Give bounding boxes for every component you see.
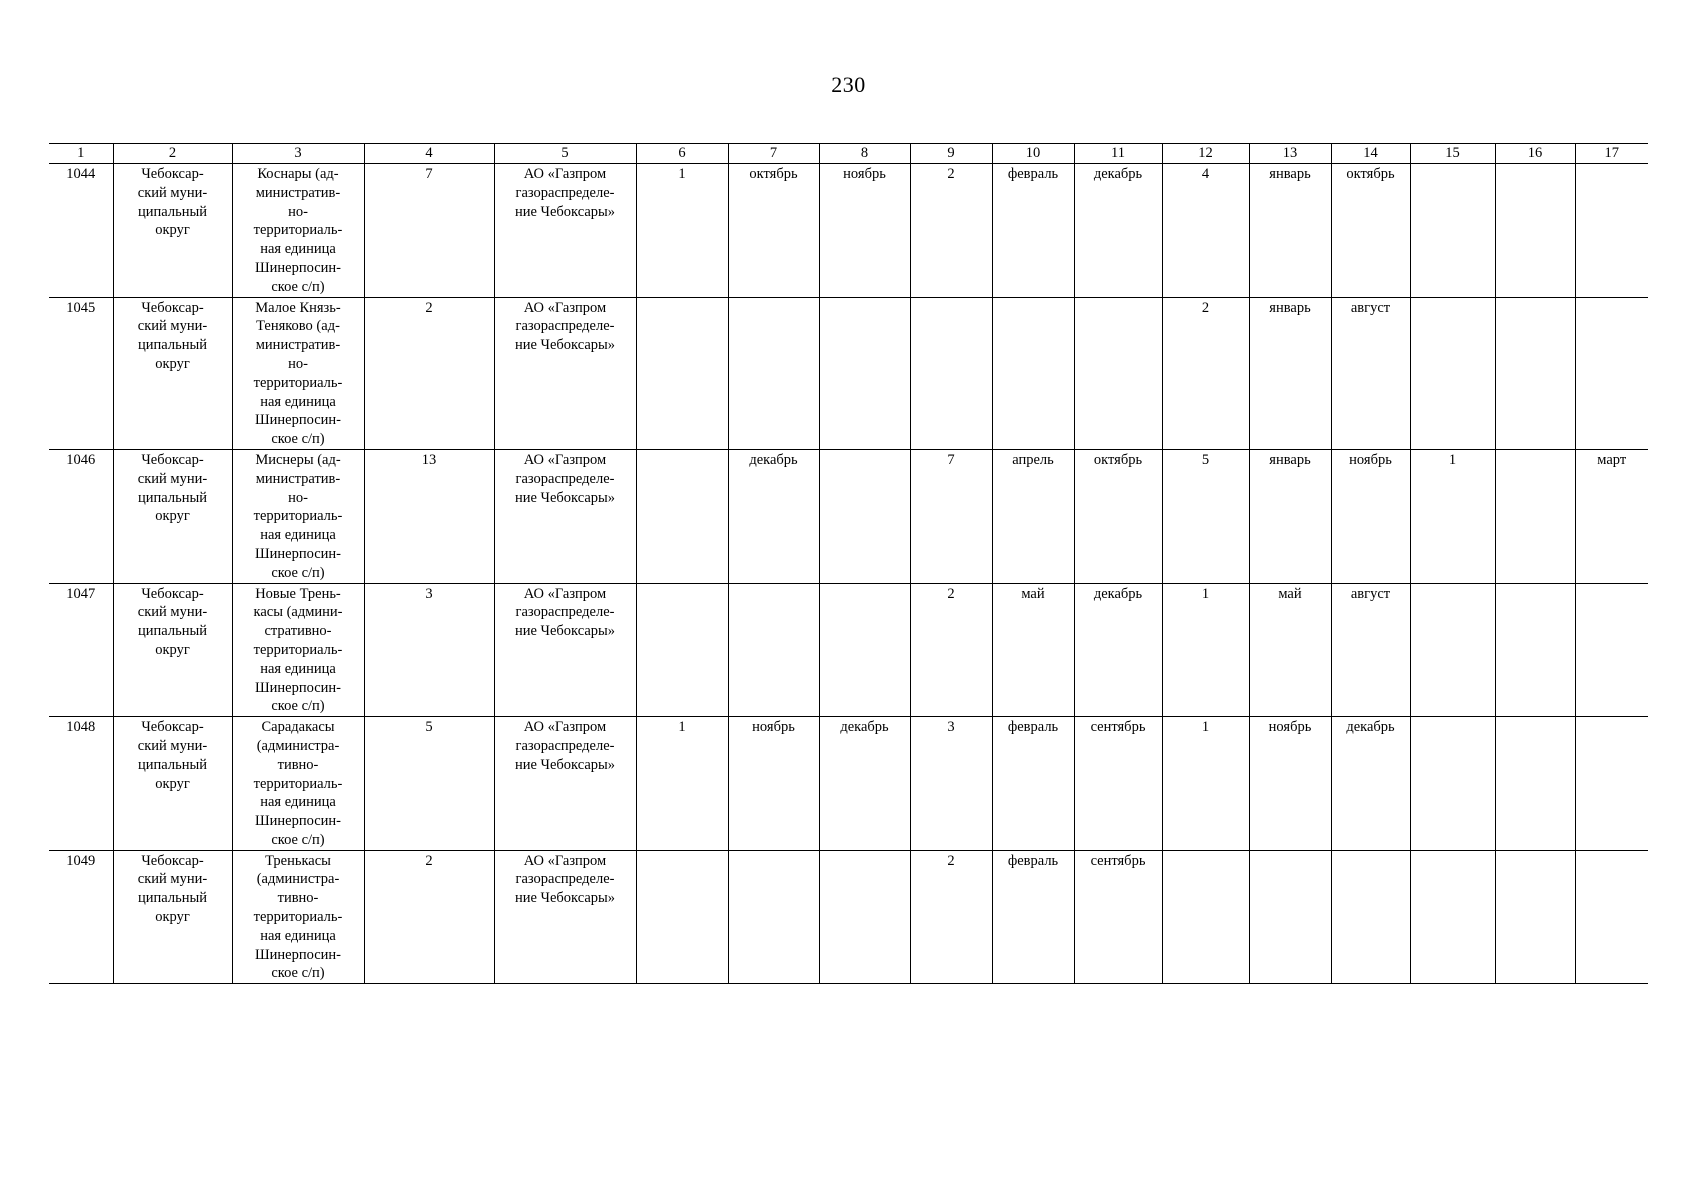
district-cell — [113, 164, 232, 298]
col4-cell: 5 — [364, 717, 494, 851]
col11-cell: октябрь — [1074, 449, 1162, 583]
cell-line: территориаль- — [253, 909, 343, 926]
col14-cell: ноябрь — [1331, 449, 1410, 583]
cell-line: ная единица — [260, 927, 336, 944]
row-number: 1048 — [49, 717, 113, 851]
cell-line: Шинерпосин- — [255, 946, 341, 963]
col7-cell — [728, 850, 819, 984]
col10-cell: май — [992, 583, 1074, 717]
col12-cell: 5 — [1162, 449, 1249, 583]
col16-cell — [1495, 850, 1575, 984]
col12-cell: 1 — [1162, 583, 1249, 717]
cell-line: ципальный — [138, 203, 207, 220]
column-header-3: 3 — [232, 144, 364, 164]
col17-cell — [1575, 717, 1648, 851]
col13-cell: январь — [1249, 297, 1331, 449]
cell-line: ципальный — [138, 489, 207, 506]
cell-line: округ — [155, 508, 190, 525]
col9-cell: 2 — [910, 583, 992, 717]
cell-line: ский муни- — [137, 470, 208, 487]
cell-line: ципальный — [138, 623, 207, 640]
cell-line: ципальный — [138, 756, 207, 773]
col9-cell — [910, 297, 992, 449]
cell-line: ние Чебоксары» — [514, 756, 616, 773]
cell-line: газораспределе- — [515, 318, 615, 335]
cell-line: ние Чебоксары» — [514, 203, 616, 220]
cell-line: ние Чебоксары» — [514, 623, 616, 640]
cell-line: ское с/п) — [271, 965, 325, 982]
district-cell — [113, 449, 232, 583]
col8-cell — [819, 583, 910, 717]
cell-line: округ — [155, 355, 190, 372]
table-row — [49, 297, 1648, 449]
col10-cell: апрель — [992, 449, 1074, 583]
col6-cell — [636, 297, 728, 449]
cell-line: ципальный — [138, 890, 207, 907]
settlement-cell — [232, 164, 364, 298]
cell-line: округ — [155, 775, 190, 792]
col17-cell — [1575, 164, 1648, 298]
cell-line: Чебоксар- — [141, 585, 204, 602]
col16-cell — [1495, 164, 1575, 298]
cell-line: газораспределе- — [515, 470, 615, 487]
col15-cell — [1410, 583, 1495, 717]
col16-cell — [1495, 717, 1575, 851]
cell-line: ский муни- — [137, 318, 208, 335]
col6-cell — [636, 850, 728, 984]
col14-cell: август — [1331, 583, 1410, 717]
col6-cell: 1 — [636, 164, 728, 298]
col4-cell: 3 — [364, 583, 494, 717]
cell-line: Шинерпосин- — [255, 679, 341, 696]
cell-line: округ — [155, 641, 190, 658]
cell-line: тивно- — [277, 756, 319, 773]
cell-line: Чебоксар- — [141, 166, 204, 182]
cell-line: Шинерпосин- — [255, 412, 341, 429]
col10-cell: февраль — [992, 717, 1074, 851]
row-number: 1044 — [49, 164, 113, 298]
column-header-8: 8 — [819, 144, 910, 164]
settlement-cell — [232, 583, 364, 717]
col17-cell — [1575, 297, 1648, 449]
cell-line: Чебоксар- — [141, 451, 204, 468]
col7-cell — [728, 297, 819, 449]
cell-line: ние Чебоксары» — [514, 890, 616, 907]
col14-cell: август — [1331, 297, 1410, 449]
col11-cell: сентябрь — [1074, 717, 1162, 851]
cell-line: министратив- — [255, 337, 341, 354]
cell-line: но- — [288, 203, 308, 220]
cell-line: Теняково (ад- — [256, 318, 340, 335]
cell-line: Тренькасы — [265, 852, 331, 869]
column-header-5: 5 — [494, 144, 636, 164]
cell-line: Коснары (ад- — [257, 166, 339, 182]
col10-cell — [992, 297, 1074, 449]
col4-cell: 7 — [364, 164, 494, 298]
cell-line: округ — [155, 909, 190, 926]
settlement-cell — [232, 717, 364, 851]
cell-line: ная единица — [260, 527, 336, 544]
col8-cell — [819, 449, 910, 583]
cell-line: Чебоксар- — [141, 852, 204, 869]
cell-line: АО «Газпром — [523, 451, 607, 468]
col15-cell — [1410, 717, 1495, 851]
organization-cell — [494, 850, 636, 984]
col11-cell: декабрь — [1074, 583, 1162, 717]
cell-line: округ — [155, 222, 190, 239]
col13-cell: январь — [1249, 164, 1331, 298]
col12-cell: 2 — [1162, 297, 1249, 449]
cell-line: территориаль- — [253, 775, 343, 792]
col7-cell: декабрь — [728, 449, 819, 583]
col11-cell: декабрь — [1074, 164, 1162, 298]
cell-line: ский муни- — [137, 737, 208, 754]
col14-cell: декабрь — [1331, 717, 1410, 851]
cell-line: но- — [288, 489, 308, 506]
col7-cell — [728, 583, 819, 717]
district-cell — [113, 717, 232, 851]
cell-line: ское с/п) — [271, 698, 325, 715]
col13-cell — [1249, 850, 1331, 984]
col15-cell — [1410, 164, 1495, 298]
col12-cell: 1 — [1162, 717, 1249, 851]
data-table — [49, 143, 1648, 984]
organization-cell — [494, 297, 636, 449]
table-body — [49, 164, 1648, 984]
cell-line: территориаль- — [253, 222, 343, 239]
cell-line: ское с/п) — [271, 831, 325, 848]
col9-cell: 3 — [910, 717, 992, 851]
col11-cell: сентябрь — [1074, 850, 1162, 984]
col17-cell: март — [1575, 449, 1648, 583]
cell-line: ние Чебоксары» — [514, 489, 616, 506]
col8-cell — [819, 297, 910, 449]
cell-line: касы (админи- — [253, 604, 343, 621]
cell-line: стративно- — [264, 623, 332, 640]
header-row — [49, 144, 1648, 164]
cell-line: газораспределе- — [515, 737, 615, 754]
row-number: 1046 — [49, 449, 113, 583]
col6-cell — [636, 583, 728, 717]
cell-line: Миснеры (ад- — [255, 451, 341, 468]
row-number: 1045 — [49, 297, 113, 449]
cell-line: ципальный — [138, 337, 207, 354]
cell-line: министратив- — [255, 470, 341, 487]
cell-line: ная единица — [260, 794, 336, 811]
cell-line: Шинерпосин- — [255, 545, 341, 562]
table-row — [49, 583, 1648, 717]
cell-line: газораспределе- — [515, 871, 615, 888]
cell-line: АО «Газпром — [523, 299, 607, 316]
cell-line: Чебоксар- — [141, 299, 204, 316]
page-number: 230 — [831, 72, 866, 97]
cell-line: Малое Князь- — [255, 299, 341, 316]
col8-cell: декабрь — [819, 717, 910, 851]
cell-line: АО «Газпром — [523, 585, 607, 602]
cell-line: АО «Газпром — [523, 166, 607, 182]
col15-cell — [1410, 297, 1495, 449]
cell-line: Сарадакасы — [261, 719, 335, 736]
column-header-12: 12 — [1162, 144, 1249, 164]
col11-cell — [1074, 297, 1162, 449]
table-row — [49, 717, 1648, 851]
column-header-6: 6 — [636, 144, 728, 164]
column-header-16: 16 — [1495, 144, 1575, 164]
column-header-10: 10 — [992, 144, 1074, 164]
cell-line: ная единица — [260, 241, 336, 258]
cell-line: ский муни- — [137, 184, 208, 201]
column-header-15: 15 — [1410, 144, 1495, 164]
cell-line: газораспределе- — [515, 184, 615, 201]
cell-line: ское с/п) — [271, 278, 325, 295]
table-row — [49, 449, 1648, 583]
col7-cell: октябрь — [728, 164, 819, 298]
cell-line: территориаль- — [253, 374, 343, 391]
col16-cell — [1495, 583, 1575, 717]
cell-line: (администра- — [256, 871, 340, 888]
settlement-cell — [232, 297, 364, 449]
col14-cell: октябрь — [1331, 164, 1410, 298]
cell-line: АО «Газпром — [523, 719, 607, 736]
organization-cell — [494, 583, 636, 717]
col9-cell: 2 — [910, 850, 992, 984]
district-cell — [113, 297, 232, 449]
column-header-11: 11 — [1074, 144, 1162, 164]
district-cell — [113, 583, 232, 717]
cell-line: ная единица — [260, 660, 336, 677]
col10-cell: февраль — [992, 850, 1074, 984]
cell-line: ское с/п) — [271, 431, 325, 448]
cell-line: ский муни- — [137, 604, 208, 621]
col16-cell — [1495, 297, 1575, 449]
col4-cell: 13 — [364, 449, 494, 583]
cell-line: министратив- — [255, 184, 341, 201]
column-header-7: 7 — [728, 144, 819, 164]
cell-line: но- — [288, 355, 308, 372]
table-header — [49, 144, 1648, 164]
column-header-1: 1 — [49, 144, 113, 164]
col6-cell: 1 — [636, 717, 728, 851]
cell-line: (администра- — [256, 737, 340, 754]
col15-cell: 1 — [1410, 449, 1495, 583]
cell-line: ние Чебоксары» — [514, 337, 616, 354]
cell-line: газораспределе- — [515, 604, 615, 621]
col17-cell — [1575, 850, 1648, 984]
cell-line: Шинерпосин- — [255, 813, 341, 830]
organization-cell — [494, 164, 636, 298]
cell-line: Чебоксар- — [141, 719, 204, 736]
col12-cell — [1162, 850, 1249, 984]
col6-cell — [636, 449, 728, 583]
organization-cell — [494, 717, 636, 851]
col9-cell: 2 — [910, 164, 992, 298]
cell-line: АО «Газпром — [523, 852, 607, 869]
settlement-cell — [232, 850, 364, 984]
cell-line: ная единица — [260, 393, 336, 410]
settlement-cell — [232, 449, 364, 583]
col13-cell: май — [1249, 583, 1331, 717]
district-cell — [113, 850, 232, 984]
column-header-17: 17 — [1575, 144, 1648, 164]
cell-line: тивно- — [277, 890, 319, 907]
col14-cell — [1331, 850, 1410, 984]
cell-line: ское с/п) — [271, 564, 325, 581]
col4-cell: 2 — [364, 850, 494, 984]
col4-cell: 2 — [364, 297, 494, 449]
col8-cell: ноябрь — [819, 164, 910, 298]
cell-line: Шинерпосин- — [255, 259, 341, 276]
col8-cell — [819, 850, 910, 984]
row-number: 1049 — [49, 850, 113, 984]
cell-line: ский муни- — [137, 871, 208, 888]
column-header-14: 14 — [1331, 144, 1410, 164]
organization-cell — [494, 449, 636, 583]
col10-cell: февраль — [992, 164, 1074, 298]
column-header-2: 2 — [113, 144, 232, 164]
column-header-9: 9 — [910, 144, 992, 164]
table-row — [49, 850, 1648, 984]
cell-line: территориаль- — [253, 641, 343, 658]
cell-line: Новые Трень- — [255, 585, 341, 602]
col15-cell — [1410, 850, 1495, 984]
column-header-13: 13 — [1249, 144, 1331, 164]
col16-cell — [1495, 449, 1575, 583]
col17-cell — [1575, 583, 1648, 717]
col7-cell: ноябрь — [728, 717, 819, 851]
cell-line: территориаль- — [253, 508, 343, 525]
col9-cell: 7 — [910, 449, 992, 583]
column-header-4: 4 — [364, 144, 494, 164]
row-number: 1047 — [49, 583, 113, 717]
col13-cell: январь — [1249, 449, 1331, 583]
col13-cell: ноябрь — [1249, 717, 1331, 851]
table-row — [49, 164, 1648, 298]
col12-cell: 4 — [1162, 164, 1249, 298]
